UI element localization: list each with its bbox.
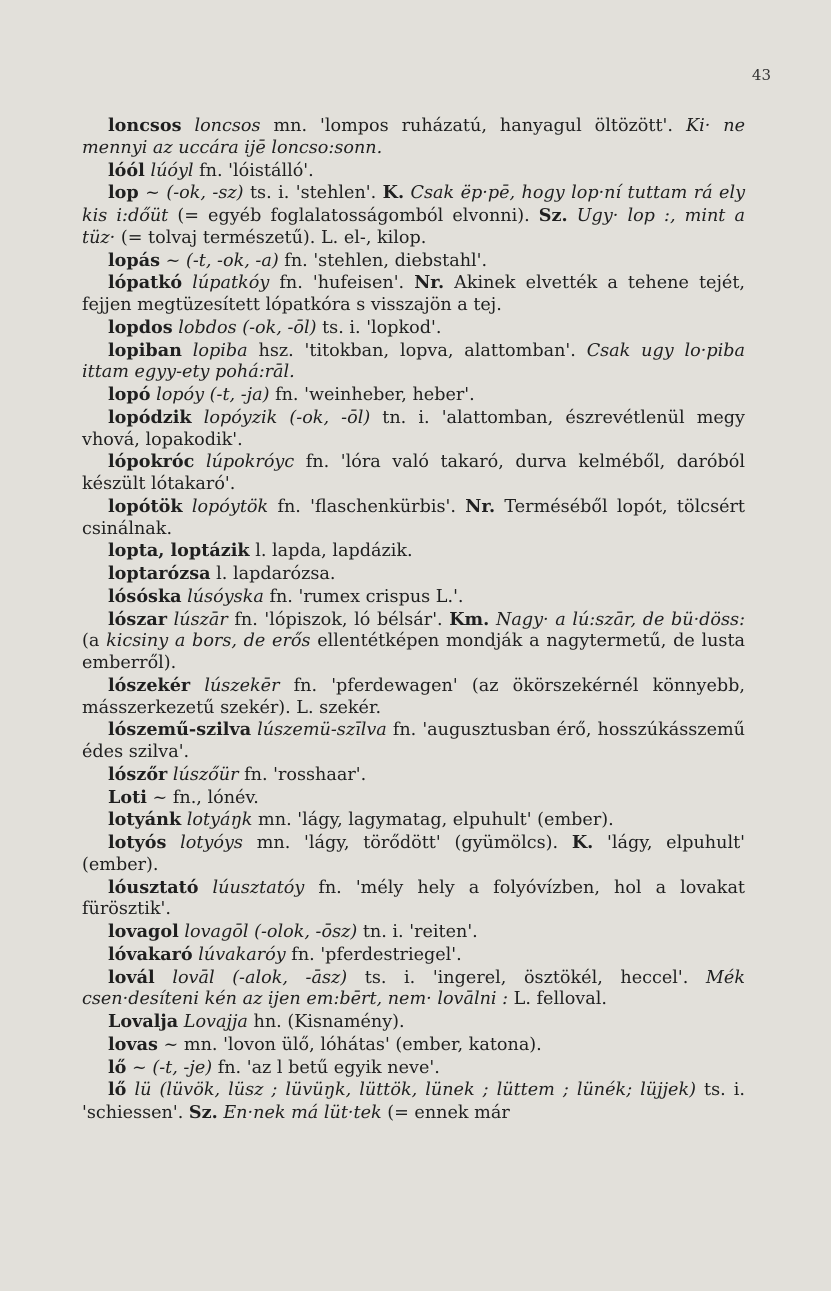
entry-headword: lovas (108, 1033, 158, 1055)
entry-text: fn. 'rosshaar'. (238, 764, 367, 785)
dictionary-entry (82, 250, 745, 273)
entry-italic-text: lúpatkóy (192, 273, 270, 294)
entry-italic-text: (-t, -ok, -a) (185, 250, 279, 271)
dictionary-entry (82, 832, 745, 877)
dictionary-entry (82, 182, 745, 249)
entry-text: fn. 'az l betű egyik neve'. (212, 1057, 440, 1078)
entry-italic-text: Csak ugy lo·piba ittam egyy-ety pohá:rāl. (82, 340, 746, 383)
entry-text: ~ (138, 183, 167, 204)
entry-headword: lő (108, 1056, 127, 1078)
entry-headword: lopiban (108, 339, 182, 361)
entry-italic-text: lúszekēr (204, 675, 280, 696)
entry-text: ts. i. 'stehlen'. (243, 183, 383, 204)
entry-text: fn. 'lóra való takaró, durva kelméből, daróból készült lótakaró'. (82, 452, 746, 494)
entry-text (183, 497, 192, 517)
entry-text: fn. 'augusztusban érő, hosszúkásszemű édes szilva'. (82, 720, 746, 762)
entry-text: fn. 'flaschenkürbis'. (268, 496, 466, 517)
entry-headword: lő (108, 1079, 127, 1101)
entry-italic-text: En·nek má lüt·tek (223, 1103, 382, 1123)
entry-headword: Lovalja (108, 1011, 179, 1032)
entry-text: Akinek elvették a tehene tejét, fejjen megtüzesített lópatkóra s visszajön a tej. (82, 273, 746, 315)
entry-italic-text: lobdos (-ok, -ōl) (178, 317, 317, 338)
entry-italic-text: loncsos (194, 116, 261, 136)
entry-headword: lopdos (108, 316, 173, 338)
dictionary-entry (82, 115, 745, 160)
entry-italic-text: lotyáŋk (186, 810, 253, 831)
entry-headword: lószar (108, 608, 167, 630)
dictionary-entry (82, 563, 745, 586)
entry-label: K. (571, 832, 594, 853)
dictionary-entry (82, 384, 745, 407)
entry-label: Km. (449, 608, 490, 630)
entry-headword: lóusztató (108, 876, 199, 898)
dictionary-entry (82, 540, 745, 563)
entry-text: l. lapdarózsa. (210, 564, 336, 584)
dictionary-entry (82, 609, 745, 675)
dictionary-entry (82, 944, 745, 967)
entry-italic-text: lopóyzik (-ok, -ōl) (203, 407, 371, 428)
entry-label: Nr. (465, 495, 496, 517)
entry-headword: lóól (108, 159, 145, 181)
entry-text: hsz. 'titokban, lopva, alattomban'. (247, 340, 587, 361)
entry-label: K. (382, 182, 405, 204)
entry-text: L. felloval. (508, 989, 607, 1010)
dictionary-entry (82, 451, 745, 496)
entry-text: 'lágy, elpuhult' (ember). (82, 833, 745, 875)
entry-text: mn. 'lágy, lagymatag, elpuhult' (ember). (252, 810, 614, 831)
entry-headword: lopó (108, 384, 151, 405)
entry-italic-text: lopóytök (191, 496, 269, 517)
dictionary-entry (82, 340, 745, 385)
entry-italic-text: (-ok, -sz) (166, 183, 244, 204)
dictionary-entry (82, 787, 745, 810)
dictionary-entry (82, 496, 745, 541)
entry-text: (= tolvaj természetű). L. el-, kilop. (115, 227, 427, 248)
entry-headword: lópatkó (108, 272, 183, 294)
entry-text: fn. 'lóistálló'. (193, 160, 314, 181)
entry-headword: lopótök (108, 495, 183, 517)
dictionary-entry (82, 272, 745, 317)
dictionary-entry (82, 1034, 745, 1057)
entry-text: fn. 'pferdewagen' (az ökörszekérnél könnyebb, másszerkezetű szekér). L. szekér. (82, 675, 745, 718)
entry-headword: loncsos (108, 115, 182, 136)
dictionary-entry (82, 586, 745, 609)
entry-italic-text: lúpokróyc (205, 452, 295, 473)
entry-headword: lópokróc (108, 451, 195, 473)
entry-label: Sz. (538, 205, 568, 226)
dictionary-entry (82, 719, 745, 764)
entry-headword: lotyós (108, 832, 167, 853)
entry-text: fn. 'mély hely a folyóvízben, hol a lovakat fürösztik'. (82, 877, 745, 920)
dictionary-entry (82, 160, 745, 183)
entry-italic-text: Mék csen·desíteni kén az ijen em:bērt, nem· lovālni : (82, 967, 745, 1010)
entry-headword: lovagol (108, 921, 179, 942)
entry-text: ts. i. 'ingerel, ösztökél, heccel'. (347, 967, 706, 988)
entry-italic-text: Csak ëp·pē, hogy lop·ní tuttam rá ely kis i:dőüt (82, 183, 746, 226)
entry-text: l. lapda, lapdázik. (249, 541, 413, 562)
entry-headword: lotyánk (108, 809, 182, 831)
entry-text: fn. 'weinheber, heber'. (269, 385, 475, 405)
dictionary-entry (82, 675, 745, 720)
entry-italic-text: lúusztatóy (212, 877, 305, 898)
entry-italic-text: lovāl (-alok, -āsz) (172, 967, 348, 988)
entry-italic-text: Ki· ne mennyi az uccára ijē loncso:sonn. (82, 116, 746, 158)
dictionary-entry (82, 1011, 745, 1034)
entry-text: fn. 'hufeisen'. (269, 273, 415, 294)
entry-text: hn. (Kisnamény). (247, 1012, 405, 1032)
entry-text (167, 610, 174, 630)
entry-label: Nr. (414, 272, 445, 294)
dictionary-entry (82, 764, 745, 787)
entry-text (190, 676, 204, 696)
entry-italic-text: Lovajja (183, 1012, 248, 1032)
dictionary-entry (82, 921, 745, 944)
entry-headword: lósóska (108, 585, 182, 607)
entry-italic-text: lúszār (173, 609, 228, 630)
entry-text: fn. 'lópiszok, ló bélsár'. (227, 609, 450, 630)
entry-italic-text: lü (lüvök, lüsz ; lüvüŋk, lüttök, lünek ; lüttem ; lünék; lüjjek) (134, 1080, 696, 1101)
entry-text (166, 833, 180, 853)
entry-headword: loptarózsa (108, 563, 211, 584)
entry-headword: lopás (108, 249, 161, 271)
entry-italic-text: lúszemü-szīlva (257, 720, 387, 741)
page-number: 43 (751, 66, 771, 84)
entry-text (192, 408, 204, 428)
entry-text: ~ mn. 'lovon ülő, lóhátas' (ember, katona). (157, 1034, 542, 1055)
entry-headword: lószemű-szilva (108, 719, 252, 741)
entry-headword: lószekér (108, 674, 191, 696)
entry-headword: lóvakaró (108, 943, 193, 965)
entry-text: fn. 'stehlen, diebstahl'. (278, 250, 488, 271)
entry-text: ~ fn., lónév. (146, 787, 259, 808)
entry-headword: lószőr (108, 763, 168, 785)
entry-headword: Loti (108, 786, 147, 808)
dictionary-entry (82, 407, 745, 452)
entry-headword: lopódzik (108, 406, 192, 428)
entry-text (182, 341, 193, 361)
entry-text: fn. 'rumex crispus L.'. (263, 586, 464, 607)
entry-headword: lop (108, 182, 139, 204)
entry-text: (= ennek már (381, 1103, 510, 1123)
entry-label: Sz. (188, 1102, 218, 1123)
dictionary-entries (82, 115, 745, 1125)
dictionary-entry (82, 1057, 745, 1080)
entry-text: (a (82, 631, 107, 652)
entry-italic-text: lopóy (-t, -ja) (156, 385, 270, 405)
dictionary-entry (82, 809, 745, 832)
entry-text (182, 273, 192, 293)
entry-italic-text: lúszőür (172, 764, 239, 785)
entry-text (199, 878, 213, 898)
entry-headword: lopta, loptázik (108, 540, 250, 562)
entry-text: ts. i. 'schiessen'. (82, 1080, 745, 1123)
entry-text (568, 206, 577, 226)
entry-italic-text: (-t, -je) (152, 1057, 213, 1078)
entry-italic-text: lopiba (192, 340, 248, 361)
entry-italic-text: kicsiny a bors, de erős (106, 631, 311, 652)
dictionary-entry (82, 967, 745, 1012)
entry-italic-text: Ugy· lop :, mint a tüz· (82, 206, 745, 248)
dictionary-entry (82, 317, 745, 340)
entry-text: ~ (126, 1057, 153, 1078)
entry-text (194, 452, 206, 472)
entry-text: ellentétképen mondják a nagytermetű, de lusta emberről). (82, 631, 745, 673)
entry-italic-text: lúvakaróy (198, 944, 286, 965)
entry-italic-text: lovagōl (-olok, -ōsz) (184, 922, 358, 942)
entry-text: tn. i. 'reiten'. (357, 922, 478, 942)
entry-headword: lovál (108, 966, 155, 988)
entry-text: ts. i. 'lopkod'. (316, 317, 442, 338)
entry-text: Terméséből lopót, tölcsért csinálnak. (82, 496, 745, 539)
entry-text (155, 968, 173, 988)
entry-italic-text: lotyóys (180, 833, 243, 853)
entry-text: ~ (160, 250, 186, 271)
entry-italic-text: Nagy· a lú:szār, de bü·döss: (495, 609, 746, 630)
entry-text: tn. i. 'alattomban, észrevétlenül megy vhová, lopakodik'. (82, 407, 745, 450)
entry-text (181, 116, 194, 136)
dictionary-entry (82, 1079, 745, 1125)
entry-text: (= egyéb foglalatosságomból elvonni). (168, 206, 539, 226)
entry-text: mn. 'lágy, törődött' (gyümölcs). (242, 833, 572, 853)
entry-text: fn. 'pferdestriegel'. (285, 944, 462, 965)
entry-italic-text: lúsóyska (187, 586, 264, 607)
entry-italic-text: lúóyl (150, 160, 194, 181)
entry-text (489, 610, 496, 630)
dictionary-entry (82, 877, 745, 922)
entry-text: mn. 'lompos ruházatú, hanyagul öltözött'. (260, 116, 686, 136)
